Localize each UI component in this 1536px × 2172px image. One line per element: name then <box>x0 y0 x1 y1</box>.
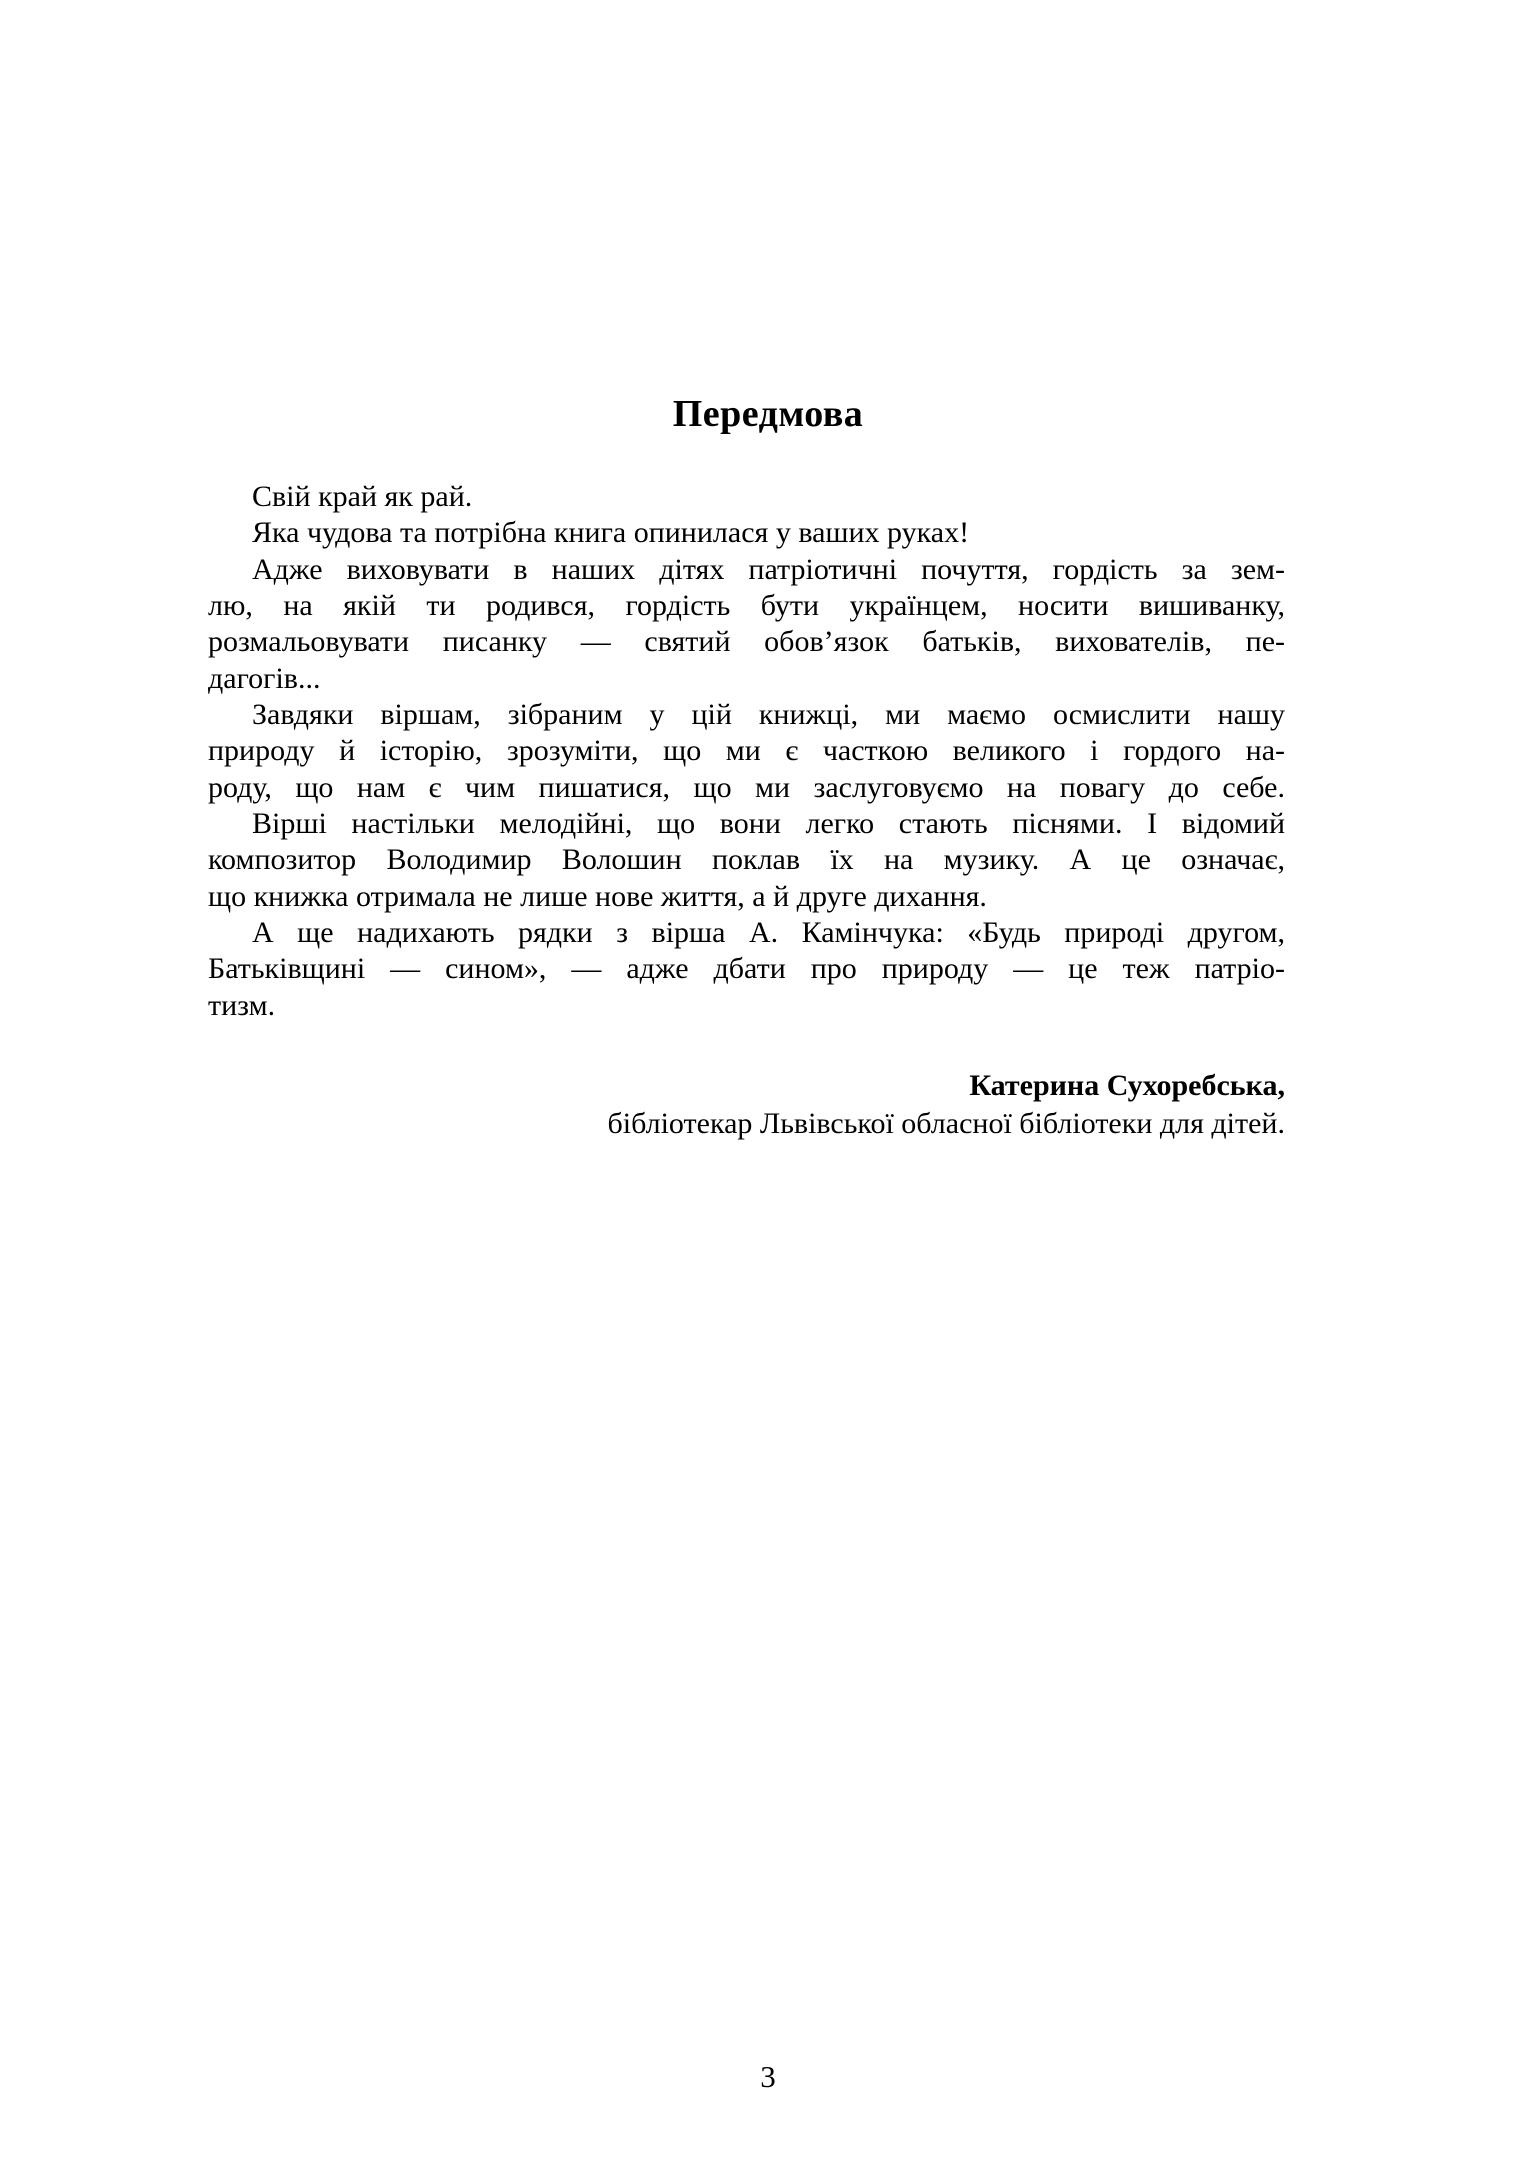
text-line: лю, на якій ти родився, гордість бути українцем, носити вишиванку, <box>208 589 1285 623</box>
text-line: розмальовувати писанку — святий обов’язок батьків, вихователів, пе- <box>208 625 1285 659</box>
text-line: Вірші настільки мелодійні, що вони легко стають піснями. І відомий <box>252 807 1285 841</box>
text-line: Свій край як рай. <box>252 480 473 513</box>
text-line: тизм. <box>208 988 276 1022</box>
text-line: Яка чудова та потрібна книга опинилася у ваших руках! <box>252 516 970 550</box>
signature-block <box>208 1067 1285 1142</box>
text-line: що книжка отримала не лише нове життя, а й друге дихання. <box>208 879 987 913</box>
page-number: 3 <box>760 2059 776 2094</box>
text-line: Адже виховувати в наших дітях патріотичні почуття, гордість за зем- <box>252 552 1285 586</box>
text-line: Батьківщині — сином», — адже дбати про природу — це теж патріо- <box>208 952 1285 986</box>
signature-name: Катерина Сухоребська, <box>969 1069 1285 1102</box>
text-line: А ще надихають рядки з вірша А. Камінчука: «Будь природі другом, <box>252 916 1285 950</box>
text-line: роду, що нам є чим пишатися, що ми заслуговуємо на повагу до себе. <box>208 770 1285 804</box>
text-line: Завдяки віршам, зібраним у цій книжці, ми маємо осмислити нашу <box>252 698 1285 732</box>
text-line: композитор Володимир Волошин поклав їх на музику. А це означає, <box>208 843 1285 877</box>
preface-text-block <box>208 479 1285 1024</box>
text-line: природу й історію, зрозуміти, що ми є часткою великого і гордого на- <box>208 734 1285 768</box>
text-line: дагогів... <box>208 661 321 695</box>
page-title: Передмова <box>672 393 864 435</box>
signature-role: бібліотекар Львівської обласної бібліотеки для дітей. <box>607 1106 1285 1140</box>
